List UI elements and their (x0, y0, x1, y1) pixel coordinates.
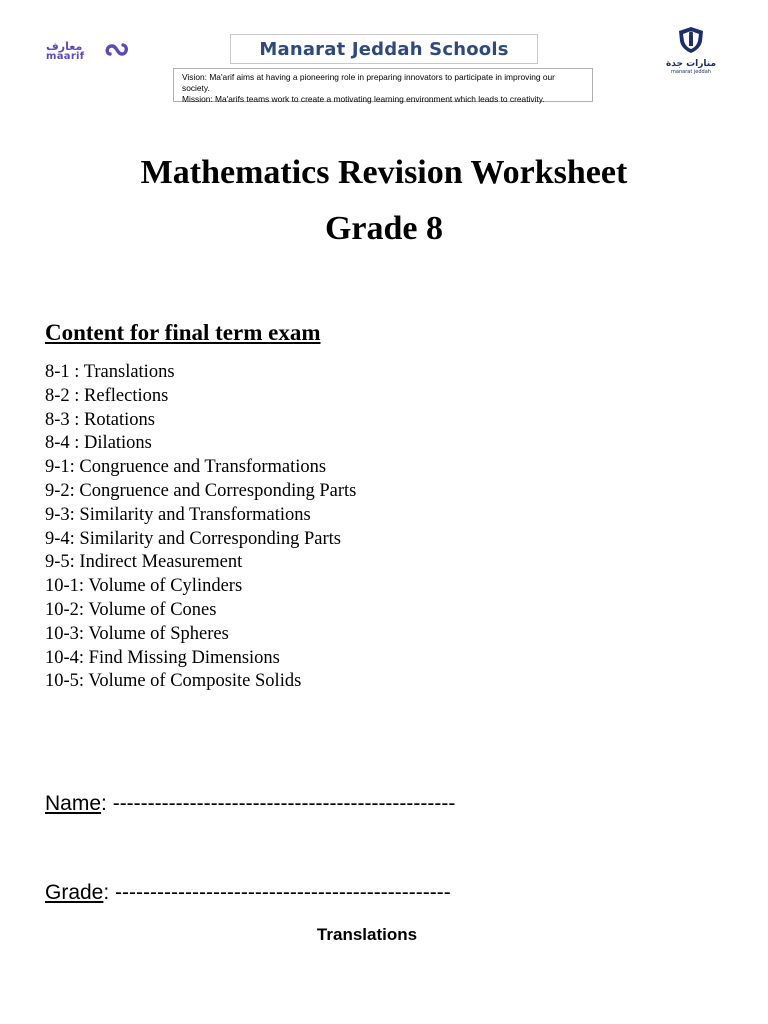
grade-line[interactable]: : ------------------------------------------------ (103, 881, 451, 904)
grade-label: Grade (45, 881, 104, 904)
topic-item: 8-3 : Rotations (45, 409, 155, 430)
maarif-logo (46, 40, 132, 64)
maarif-swirl-icon (104, 40, 130, 60)
content-heading: Content for final term exam (45, 320, 321, 345)
name-field[interactable] (45, 792, 455, 816)
name-label: Name (45, 792, 102, 815)
topic-item: 10-5: Volume of Composite Solids (45, 671, 302, 692)
manarat-logo-text: manarat jeddah (671, 69, 711, 75)
topic-item: 10-4: Find Missing Dimensions (45, 647, 280, 668)
name-line[interactable]: : ------------------------------------------------- (101, 792, 456, 815)
section-translations-heading: Translations (316, 925, 418, 944)
topic-list (45, 361, 356, 694)
topic-item: 10-3: Volume of Spheres (45, 623, 229, 644)
maarif-logo-text: maarif (46, 51, 85, 62)
topic-item: 8-1 : Translations (45, 362, 175, 382)
topic-item: 10-1: Volume of Cylinders (45, 576, 243, 597)
grade-field[interactable] (45, 881, 451, 905)
vision-statement: Vision: Ma'arif aims at having a pioneering role in preparing innovators to participate in improving our society. (182, 72, 555, 93)
topic-item: 9-1: Congruence and Transformations (45, 457, 327, 478)
topic-item: 9-4: Similarity and Corresponding Parts (45, 528, 341, 549)
manarat-logo-arabic: منارات جدة (665, 59, 717, 69)
vision-mission-box (173, 68, 593, 102)
shield-crest-icon (676, 26, 706, 54)
topic-item: 9-5: Indirect Measurement (45, 552, 243, 573)
mission-statement: Mission: Ma'arifs teams work to create a motivating learning environment which leads to creativity. (182, 94, 545, 104)
topic-item: 10-2: Volume of Cones (45, 599, 217, 620)
school-name-banner: Manarat Jeddah Schools (230, 34, 538, 64)
topic-item: 8-2 : Reflections (45, 385, 169, 406)
topic-item: 9-2: Congruence and Corresponding Parts (45, 480, 357, 501)
topic-item: 8-4 : Dilations (45, 433, 152, 454)
grade-title: Grade 8 (324, 210, 444, 247)
topic-item: 9-3: Similarity and Transformations (45, 504, 311, 525)
worksheet-title: Mathematics Revision Worksheet (140, 154, 628, 191)
manarat-jeddah-logo (662, 26, 720, 76)
maarif-logo-arabic: معارف (46, 40, 83, 53)
